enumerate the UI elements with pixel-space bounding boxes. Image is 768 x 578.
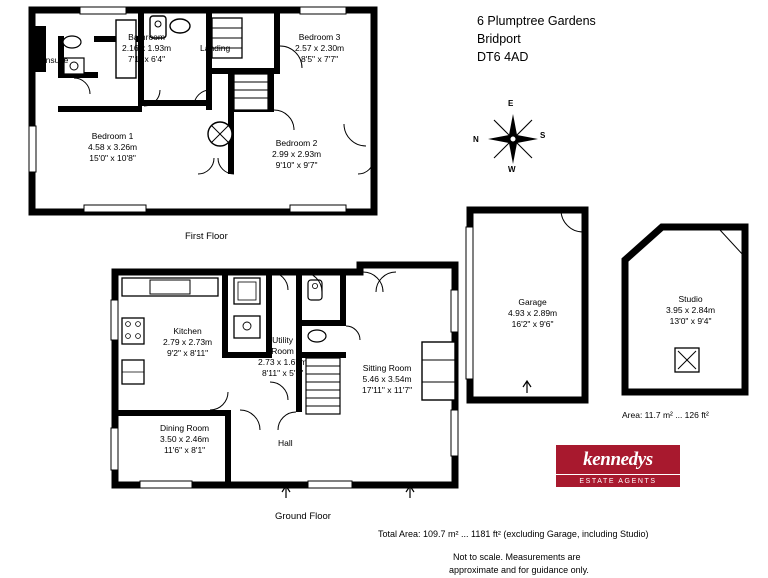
room-metric: 2.79 x 2.73m: [163, 336, 213, 347]
room-metric: 4.58 x 3.26m: [88, 141, 138, 152]
room-name: Studio: [678, 294, 703, 304]
studio-area-note: Area: 11.7 m² ... 126 ft²: [622, 410, 709, 420]
address-line-2: Bridport: [477, 32, 521, 47]
room-name: Kitchen: [173, 326, 202, 336]
room-imperial: 17'11" x 11'7": [362, 384, 413, 395]
compass-west-label: N: [473, 135, 479, 144]
room-name: Hall: [278, 438, 293, 448]
room-label-utility-room: [258, 335, 307, 379]
room-imperial: 15'0" x 10'8": [89, 152, 136, 163]
room-metric: 4.93 x 2.89m: [508, 307, 558, 318]
room-label-bedroom-3: [295, 32, 344, 65]
compass-north-label: E: [508, 99, 514, 108]
room-label-bathroom: [122, 32, 171, 65]
room-label-sitting-room: [362, 363, 412, 396]
first-floor-label: First Floor: [185, 231, 228, 242]
room-metric: 2.73 x 1.67m: [258, 356, 308, 367]
disclaimer-line-2: approximate and for guidance only.: [449, 565, 589, 575]
room-name: Bathroom: [128, 32, 165, 42]
total-area-note: Total Area: 109.7 m² ... 1181 ft² (excluding Garage, including Studio): [378, 529, 649, 539]
room-imperial: 13'0" x 9'4": [669, 315, 712, 326]
agency-brand-name: kennedys: [583, 449, 653, 470]
room-imperial: 8'5" x 7'7": [300, 53, 339, 64]
room-name: Bedroom 3: [298, 32, 341, 42]
disclaimer-line-1: Not to scale. Measurements are: [453, 552, 581, 562]
room-metric: 5.46 x 3.54m: [362, 373, 412, 384]
room-metric: 2.99 x 2.93m: [272, 148, 322, 159]
ground-floor-plan: [110, 260, 470, 515]
room-name: Ensuite: [40, 55, 69, 65]
room-metric: 3.95 x 2.84m: [666, 304, 716, 315]
room-imperial: 9'10" x 9'7": [275, 159, 318, 170]
room-imperial: 9'2" x 8'11": [166, 347, 209, 358]
room-label-garage: [508, 297, 557, 330]
address-line-1: 6 Plumptree Gardens: [477, 14, 596, 28]
room-imperial: 11'6" x 8'1": [163, 444, 206, 455]
room-imperial: 8'11" x 5'6": [261, 367, 304, 378]
room-name: Bedroom 1: [91, 131, 134, 141]
compass-east-label: S: [540, 131, 546, 140]
compass-rose: [473, 99, 546, 174]
room-name: Dining Room: [160, 423, 210, 433]
ground-floor-svg: [110, 260, 470, 515]
ground-floor-label: Ground Floor: [275, 511, 331, 522]
compass-south-label: W: [508, 165, 516, 174]
room-name: Garage: [518, 297, 547, 307]
room-name-2: Room: [271, 345, 294, 356]
agency-tagline: ESTATE AGENTS: [556, 474, 680, 485]
room-label-studio: [666, 294, 715, 327]
room-metric: 2.57 x 2.30m: [295, 42, 345, 53]
compass-icon: [482, 108, 544, 170]
address-line-3: DT6 4AD: [477, 50, 529, 65]
property-address: [477, 12, 596, 66]
room-metric: 2.16 x 1.93m: [122, 42, 172, 53]
room-name: Landing: [200, 43, 231, 53]
agency-logo[interactable]: [556, 445, 680, 487]
room-metric: 3.50 x 2.46m: [160, 433, 210, 444]
room-name: Utility: [272, 335, 293, 345]
room-name: Bedroom 2: [275, 138, 318, 148]
room-label-bedroom-2: [272, 138, 321, 171]
room-label-dining-room: [160, 423, 209, 456]
room-label-hall: [278, 438, 293, 449]
room-imperial: 7'1" x 6'4": [127, 53, 166, 64]
room-label-kitchen: [163, 326, 212, 359]
room-name: Sitting Room: [362, 363, 412, 373]
room-label-landing: [200, 43, 230, 54]
room-label-bedroom-1: [88, 131, 137, 164]
room-label-ensuite: [40, 55, 68, 66]
room-imperial: 16'2" x 9'6": [511, 318, 554, 329]
